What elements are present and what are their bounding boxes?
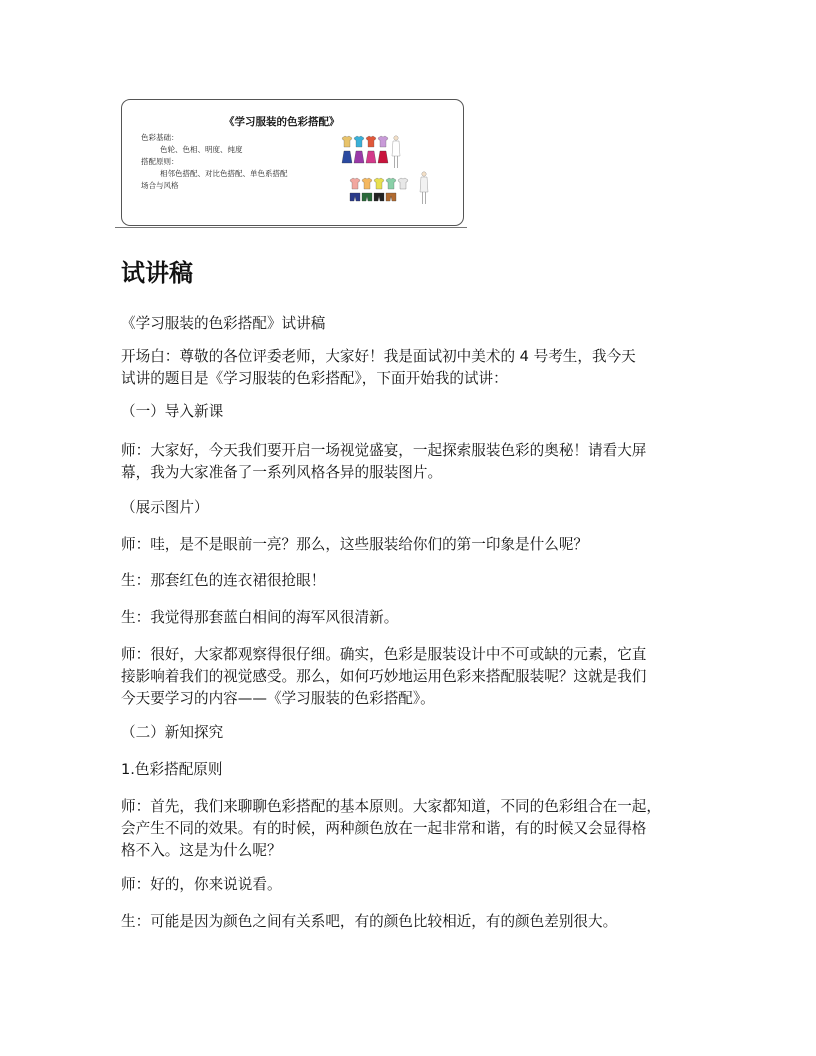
paragraph [121, 796, 701, 862]
shorts-icon [386, 193, 396, 201]
paragraph-line: 幕，我为大家准备了一系列风格各异的服装图片。 [121, 464, 443, 481]
board-shadow-line [115, 222, 467, 228]
paragraph-line: 师：首先，我们来聊聊色彩搭配的基本原则。大家都知道，不同的色彩组合在一起， [121, 798, 661, 815]
paragraph-line: （一）导入新课 [121, 403, 224, 420]
paragraph [121, 570, 701, 592]
figure-body-icon [392, 141, 400, 156]
shirt-icon [386, 178, 396, 189]
paragraph-line: 格不入。这是为什么呢？ [121, 842, 282, 859]
shirt-icon [374, 178, 384, 189]
skirt-icon [378, 151, 388, 163]
paragraph [121, 607, 701, 629]
paragraph-line: 生：可能是因为颜色之间有关系吧，有的颜色比较相近，有的颜色差别很大。 [121, 913, 618, 930]
skirt-icon [342, 151, 352, 163]
board-title: 《学习服装的色彩搭配》 [224, 116, 340, 128]
figure-head-icon [422, 172, 426, 176]
paragraph-line: 今天要学习的内容——《学习服装的色彩搭配》。 [121, 690, 435, 707]
paragraph [121, 497, 701, 519]
shirt-icon [398, 178, 408, 189]
paragraph-line: （二）新知探究 [121, 724, 224, 741]
paragraph-line: 师：哇，是不是眼前一亮？那么，这些服装给你们的第一印象是什么呢？ [121, 536, 589, 553]
paragraph [121, 874, 701, 896]
shirt-icon [366, 136, 376, 147]
paragraph [121, 911, 701, 933]
skirt-icon [366, 151, 376, 163]
board-line-color-terms: 色轮、色相、明度、纯度 [160, 145, 243, 154]
shirt-icon [350, 178, 360, 189]
paragraph-line: 生：那套红色的连衣裙很抢眼！ [121, 572, 326, 589]
shorts-icon [374, 193, 384, 201]
shirt-icon [342, 136, 352, 147]
figure-body-icon [420, 177, 428, 192]
paragraph-line: 开场白：尊敬的各位评委老师，大家好！我是面试初中美术的 4 号考生，我今天 [121, 348, 636, 365]
paragraph [121, 644, 701, 710]
board-line-color-basics: 色彩基础： [141, 133, 179, 142]
shirt-icon [354, 136, 364, 147]
paragraph-line: 生：我觉得那套蓝白相间的海军风很清新。 [121, 609, 399, 626]
clothing-illustration [336, 134, 456, 214]
paragraph-line: 师：大家好，今天我们要开启一场视觉盛宴，一起探索服装色彩的奥秘！请看大屏 [121, 442, 647, 459]
paragraph-line: 接影响着我们的视觉感受。那么，如何巧妙地运用色彩来搭配服装呢？这就是我们 [121, 668, 647, 685]
shirt-icon [362, 178, 372, 189]
shorts-icon [362, 193, 372, 201]
shirt-icon [378, 136, 388, 147]
paragraph [121, 313, 701, 335]
skirt-icon [354, 151, 364, 163]
paragraph [121, 346, 701, 390]
paragraph [121, 401, 701, 423]
paragraph [121, 534, 701, 556]
paragraph [121, 722, 701, 744]
board-line-principle-types: 相邻色搭配、对比色搭配、单色系搭配 [160, 169, 288, 178]
shorts-icon [350, 193, 360, 201]
figure-head-icon [394, 136, 398, 140]
paragraph-line: 师：很好，大家都观察得很仔细。确实，色彩是服装设计中不可或缺的元素，它直 [121, 646, 647, 663]
paragraph [121, 440, 701, 484]
paragraph [121, 759, 701, 781]
board-line-principles: 搭配原则： [141, 157, 179, 166]
paragraph-line: 师：好的，你来说说看。 [121, 876, 282, 893]
paragraph-line: 试讲的题目是《学习服装的色彩搭配》，下面开始我的试讲： [121, 370, 508, 387]
paragraph-line: 《学习服装的色彩搭配》试讲稿 [121, 315, 326, 332]
page-title: 试讲稿 [121, 259, 193, 287]
paragraph-line: 会产生不同的效果。有的时候，两种颜色放在一起非常和谐，有的时候又会显得格 [121, 820, 647, 837]
board-line-occasion: 场合与风格 [141, 181, 179, 190]
paragraph-line: 1.色彩搭配原则 [121, 761, 223, 778]
paragraph-line: （展示图片） [121, 499, 209, 516]
lesson-board-image [121, 99, 464, 226]
